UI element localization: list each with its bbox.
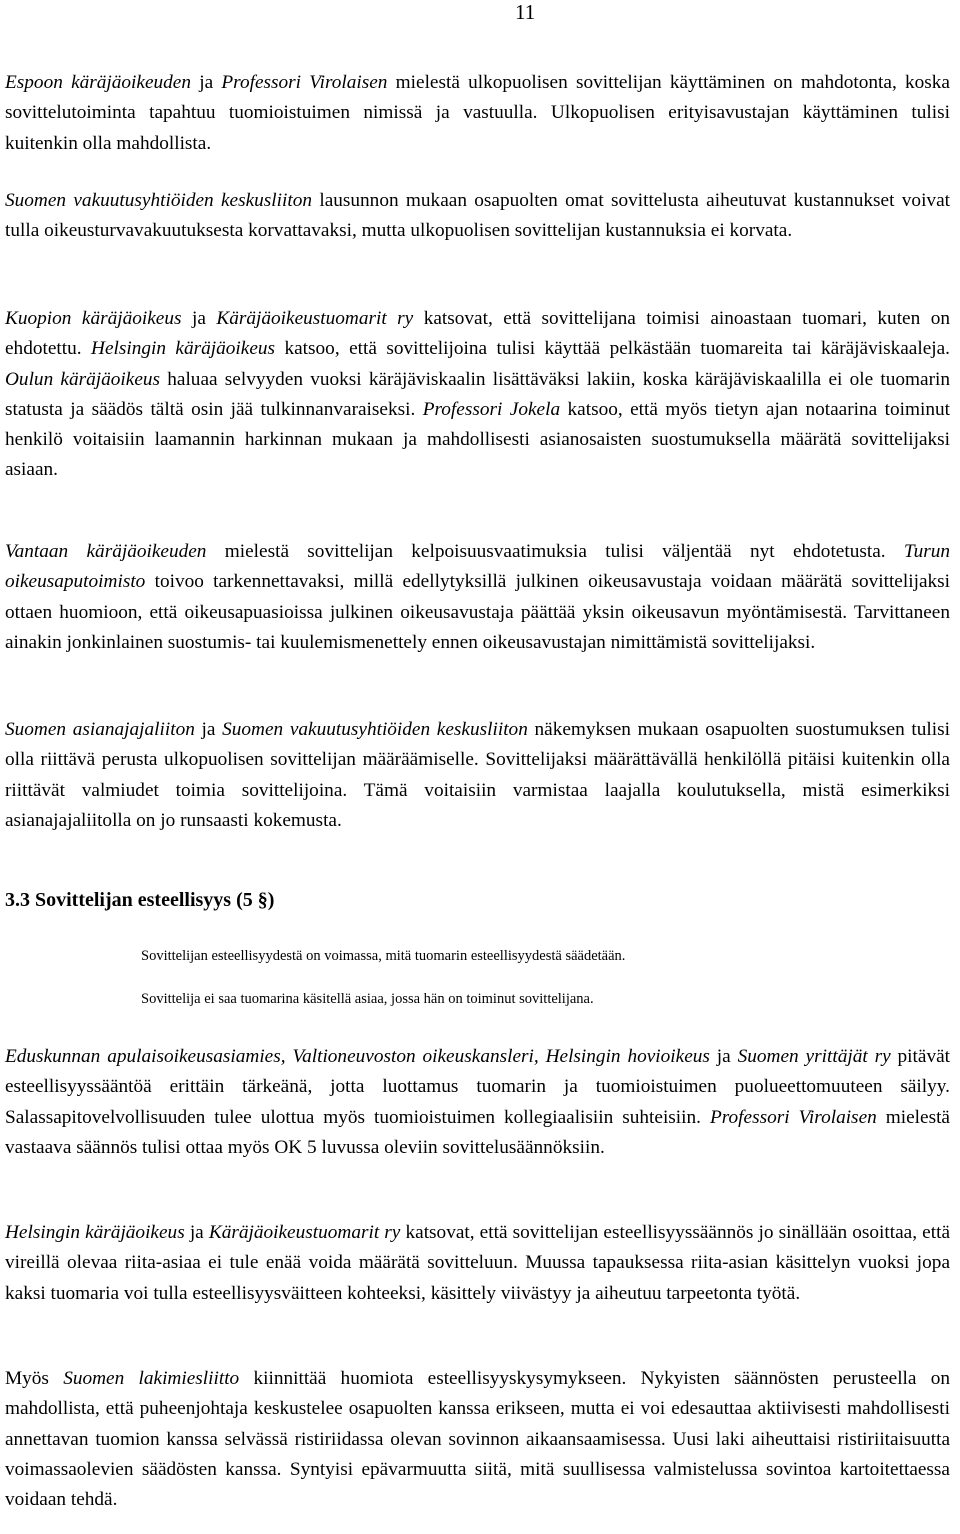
paragraph-text: katsovat, että sovittelijan esteellisyyssäännös jo sinällään osoittaa, että vireillä olevaa riita-asiaa ei tule enää voida määrätä sovitteluun. Muussa tapauksessa riita-asian käsittelyn vuoksi jopa kaksi tuomaria voi tulla esteellisyysväitteen kohteeksi, käsittely viivästyy ja aiheutuu tarpeetonta työtä.: [5, 1222, 950, 1304]
paragraph-kuopio: [5, 304, 950, 486]
cited-organization: Espoon käräjäoikeuden: [5, 72, 192, 93]
cited-organization: Professori Jokela: [422, 398, 561, 420]
cited-organization: Käräjäoikeustuomarit ry: [216, 308, 414, 329]
paragraph-text: haluaa selvyyden vuoksi käräjäviskaalin lisättäväksi lakiin, koska käräjäviskaalilla ei ole tuomarin statusta ja säädös tältä osin jää tulkinnanvaraiseksi.: [5, 368, 950, 420]
cited-organization: Suomen asianajajaliiton: [5, 719, 195, 740]
cited-organization: Suomen vakuutusyhtiöiden keskusliiton: [5, 190, 313, 211]
paragraph-text: mielestä sovittelijan kelpoisuusvaatimuksia tulisi väljentää nyt ehdotetusta.: [206, 541, 904, 562]
cited-organization: Vantaan käräjäoikeuden: [5, 541, 207, 562]
paragraph-text: ja: [194, 719, 223, 740]
cited-organization: Käräjäoikeustuomarit ry: [208, 1222, 401, 1243]
paragraph-text: pitävät esteellisyyssääntöä erittäin tärkeänä, jotta luottamus tuomarin ja tuomioistuimen puolueettomuuteen säilyy. Salassapitovelvollisuuden tulee ulottua myös tuomioistuimen kollegiaalisiin suhteisiin.: [5, 1046, 950, 1128]
paragraph-eduskunta: [5, 1042, 950, 1163]
paragraph-text: ja: [709, 1046, 738, 1067]
cited-organization: Suomen lakimiesliitto: [63, 1368, 240, 1389]
paragraph-text: katsoo, että sovittelijoina tulisi käyttää pelkästään tuomareita tai käräjäviskaaleja.: [275, 338, 951, 360]
paragraph-text: kiinnittää huomiota esteellisyyskysymykseen. Nykyisten säännösten perusteella on mahdollista, että puheenjohtaja keskustelee osapuolten kanssa erikseen, mutta ei voi edesauttaa aktiivisesti mahdollisesti annettavan tuomion kanssa selvässä ristiriidassa olevan sovinnon aikaansaamisessa. Uusi laki aiheuttaisi ristiriitaisuutta voimassaolevien säädösten kanssa. Syntyisi epävarmuutta siitä, mitä suullisessa valmistelussa sovintoa kartoitettaessa voidaan tehdä.: [5, 1368, 951, 1511]
paragraph-vakuutusyhtiot: [5, 186, 950, 247]
quote-2: Sovittelija ei saa tuomarina käsitellä asiaa, jossa hän on toiminut sovittelijana.: [141, 991, 594, 1007]
paragraph-text: ja: [181, 308, 217, 329]
cited-organization: Helsingin käräjäoikeus: [91, 338, 276, 360]
paragraph-espoo: [5, 68, 950, 159]
paragraph-text: ja: [191, 72, 222, 93]
cited-organization: Eduskunnan apulaisoikeusasiamies, Valtioneuvoston oikeuskansleri, Helsingin hovioikeus: [5, 1046, 710, 1067]
paragraph-text: ja: [184, 1222, 209, 1243]
paragraph-text: lausunnon mukaan osapuolten omat sovittelusta aiheutuvat kustannukset voivat tulla oikeusturvavakuutuksesta korvattavaksi, mutta ulkopuolisen sovittelijan kustannuksia ei korvata.: [5, 190, 950, 242]
paragraph-text: Myös: [5, 1368, 64, 1389]
cited-organization: Turun oikeusaputoimisto: [5, 541, 950, 593]
paragraph-lakimiesliitto: [5, 1364, 950, 1515]
section-heading: 3.3 Sovittelijan esteellisyys (5 §): [5, 889, 275, 911]
paragraph-text: toivoo tarkennettavaksi, millä edellytyksillä julkinen oikeusavustaja voidaan määrätä sovittelijaksi ottaen huomioon, että oikeusapuasioissa julkinen oikeusavustaja päättää yksin oikeusavun myöntämisestä. Tarvittaneen ainakin jonkinlainen suostumis- tai kuulemismenettely ennen oikeusavustajan nimittämistä sovittelijaksi.: [5, 571, 950, 653]
quote-1: Sovittelijan esteellisyydestä on voimassa, mitä tuomarin esteellisyydestä säädetään.: [141, 948, 626, 964]
cited-organization: Professori Virolaisen: [221, 72, 388, 93]
paragraph-text: katsovat, että sovittelijana toimisi ainoastaan tuomari, kuten on ehdotettu.: [5, 308, 951, 360]
paragraph-helsinki: [5, 1218, 950, 1309]
paragraph-text: mielestä ulkopuolisen sovittelijan käyttäminen on mahdotonta, koska sovittelutoiminta tapahtuu tuomioistuimen nimissä ja vastuulla. Ulkopuolisen erityisavustajan käyttäminen tulisi kuitenkin olla mahdollista.: [5, 72, 950, 154]
cited-organization: Suomen yrittäjät ry: [737, 1046, 891, 1067]
cited-organization: Helsingin käräjäoikeus: [5, 1222, 185, 1243]
paragraph-asianajajaliitto: [5, 715, 950, 836]
paragraph-vantaa: [5, 537, 950, 658]
page-number: 11: [515, 0, 536, 24]
cited-organization: Professori Virolaisen: [709, 1106, 877, 1128]
cited-organization: Oulun käräjäoikeus: [5, 368, 161, 390]
paragraph-text: näkemyksen mukaan osapuolten suostumuksen tulisi olla riittävä perusta ulkopuolisen sovittelijan määräämiselle. Sovittelijaksi määrättävällä henkilöllä pitäisi kuitenkin olla riittävät valmiudet toimia sovittelijoina. Tämä voitaisiin varmistaa laajalla koulutuksella, mistä esimerkiksi asianajajaliitolla on jo runsaasti kokemusta.: [5, 719, 950, 831]
paragraph-text: mielestä vastaava säännös tulisi ottaa myös OK 5 luvussa oleviin sovittelusäännöksiin.: [5, 1106, 950, 1158]
cited-organization: Kuopion käräjäoikeus: [5, 308, 182, 329]
paragraph-text: katsoo, että myös tietyn ajan notaarina toiminut henkilö voitaisiin laamannin harkinnan mukaan ja mahdollisesti asianosaisten suostumuksella määrätä sovittelijaksi asiaan.: [5, 398, 950, 481]
cited-organization: Suomen vakuutusyhtiöiden keskusliiton: [222, 719, 528, 740]
